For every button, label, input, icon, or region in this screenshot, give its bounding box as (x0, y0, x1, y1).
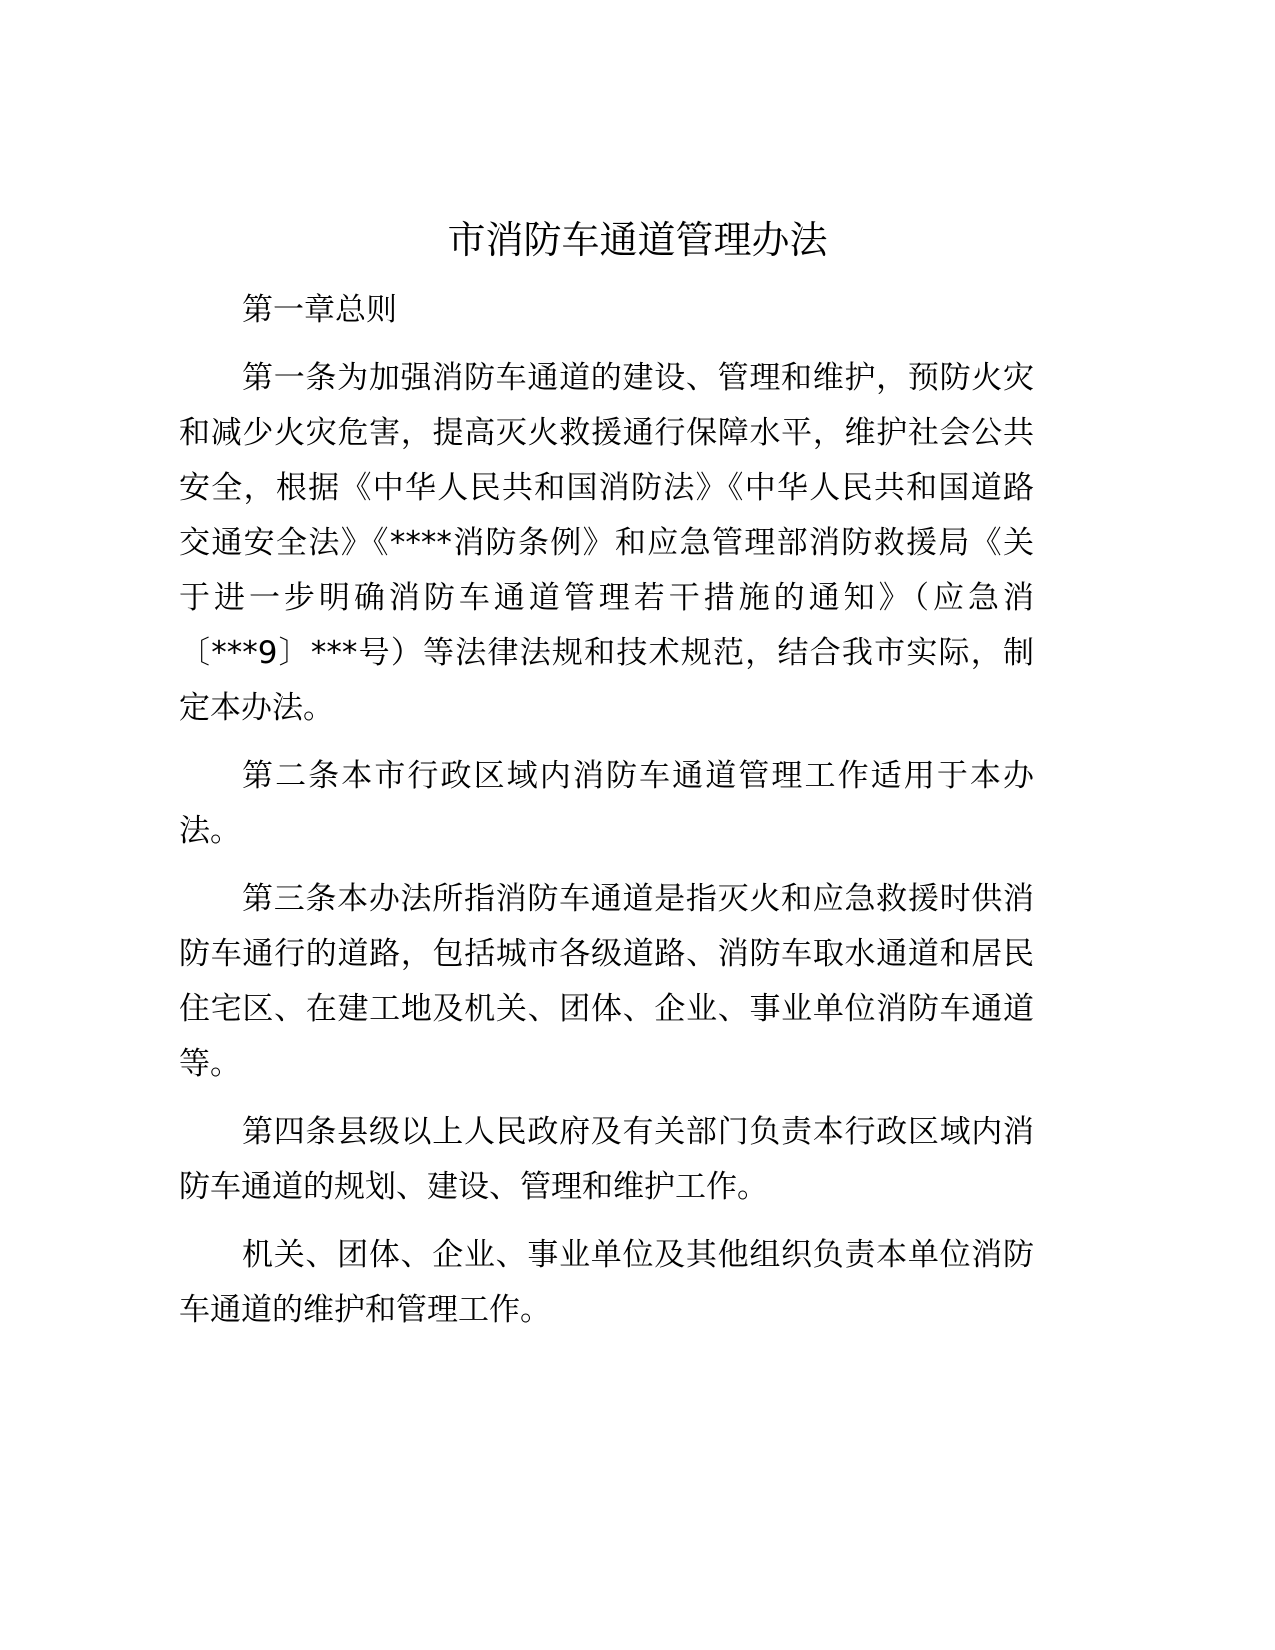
text-line: 于进一步明确消防车通道管理若干措施的通知》（应急消 (179, 580, 1034, 616)
document-title: 市消防车通道管理办法 (447, 218, 828, 262)
paragraph (179, 1228, 1034, 1338)
text-line: 第一条为加强消防车通道的建设、管理和维护，预防火灾 (242, 360, 1034, 396)
text-line: 法。 (179, 813, 241, 849)
text-line: 机关、团体、企业、事业单位及其他组织负责本单位消防 (242, 1237, 1034, 1273)
text-line: 和减少火灾危害，提高灭火救援通行保障水平，维护社会公共 (179, 415, 1034, 451)
text-line: 定本办法。 (179, 690, 334, 726)
text-line: 车通道的维护和管理工作。 (179, 1292, 551, 1328)
text-line: 第一章总则 (242, 292, 397, 328)
paragraph (179, 872, 1034, 1092)
text-line: 住宅区、在建工地及机关、团体、企业、事业单位消防车通道 (179, 991, 1034, 1027)
paragraph (179, 749, 1034, 859)
text-line: 防车通道的规划、建设、管理和维护工作。 (179, 1169, 768, 1205)
text-line: 交通安全法》《****消防条例》和应急管理部消防救援局《关 (179, 525, 1034, 561)
text-line: 第二条本市行政区域内消防车通道管理工作适用于本办 (242, 758, 1034, 794)
document-body (179, 283, 1034, 1338)
text-line: 〔***9〕***号）等法律法规和技术规范，结合我市实际，制 (179, 635, 1034, 671)
text-line: 防车通行的道路，包括城市各级道路、消防车取水通道和居民 (179, 936, 1034, 972)
paragraph (179, 1105, 1034, 1215)
paragraph (179, 351, 1034, 736)
text-line: 安全，根据《中华人民共和国消防法》《中华人民共和国道路 (179, 470, 1034, 506)
text-line: 第三条本办法所指消防车通道是指灭火和应急救援时供消 (242, 881, 1034, 917)
text-line: 第四条县级以上人民政府及有关部门负责本行政区域内消 (242, 1114, 1034, 1150)
text-line: 等。 (179, 1046, 241, 1082)
chapter-heading (179, 283, 1034, 338)
